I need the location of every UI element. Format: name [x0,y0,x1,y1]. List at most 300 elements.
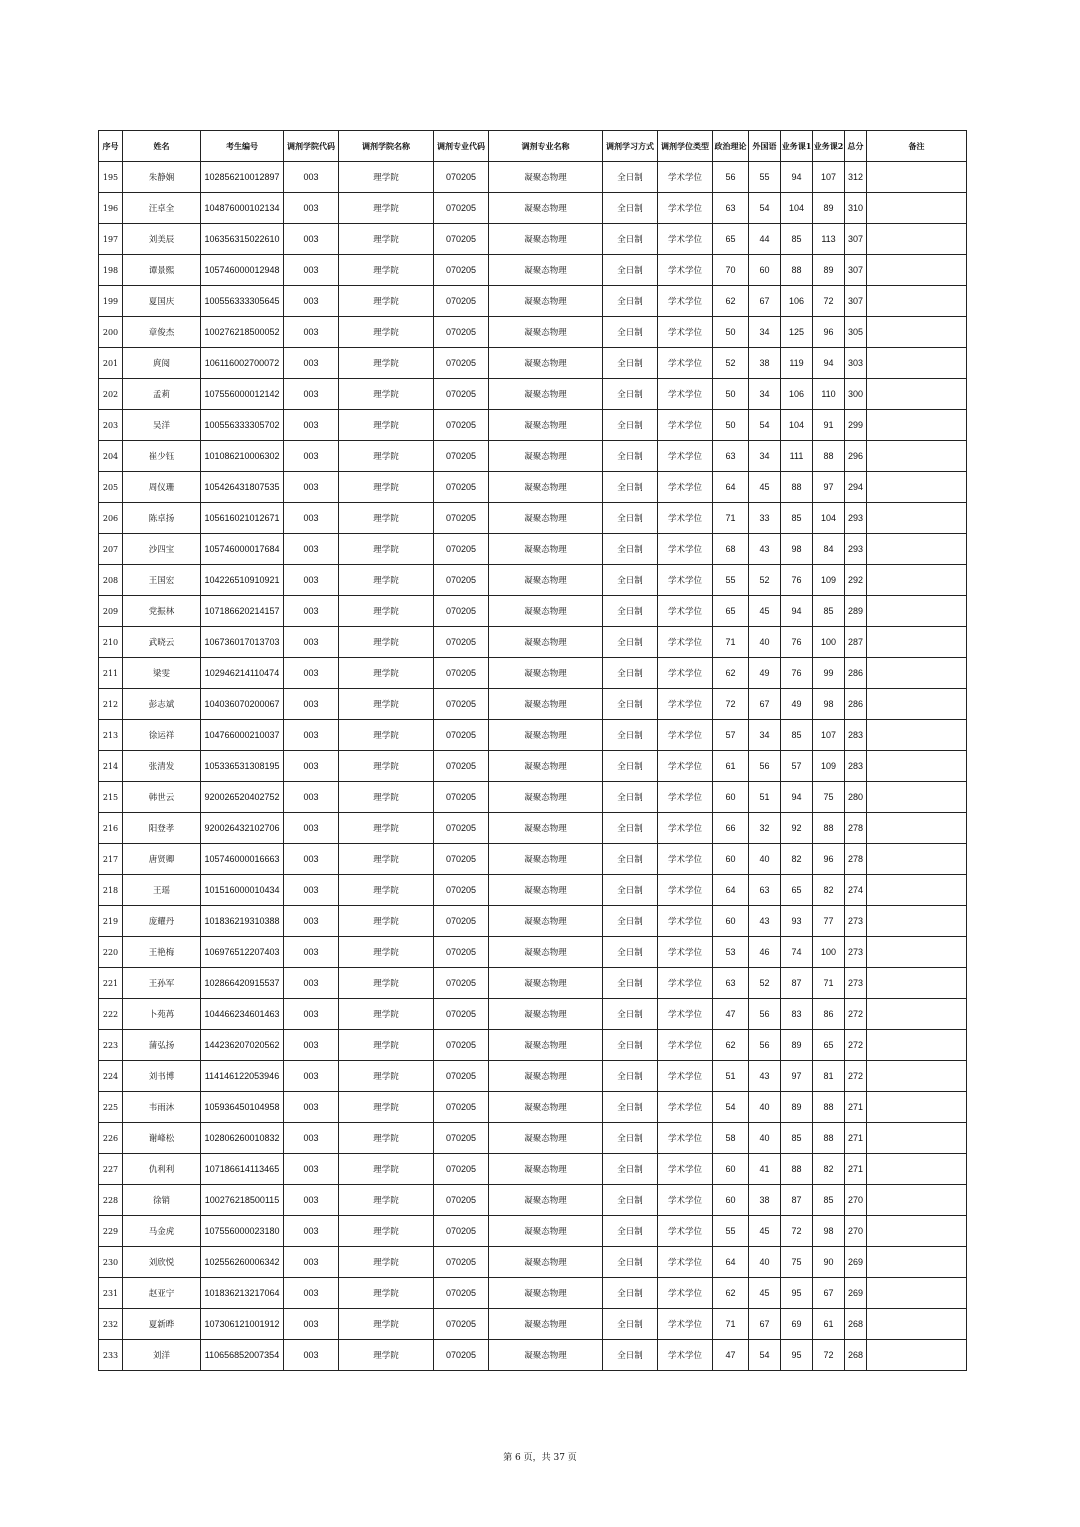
table-cell: 理学院 [339,937,434,968]
table-cell: 070205 [434,1309,489,1340]
table-cell: 294 [845,472,867,503]
table-cell: 56 [749,999,781,1030]
table-cell: 100276218500052 [201,317,284,348]
table-cell: 唐贤卿 [123,844,201,875]
table-cell: 学术学位 [658,689,713,720]
table-cell: 40 [749,1092,781,1123]
table-cell [867,906,967,937]
table-cell: 94 [781,782,813,813]
table-cell [867,1278,967,1309]
table-cell [867,658,967,689]
table-cell: 125 [781,317,813,348]
table-cell: 学术学位 [658,286,713,317]
table-cell: 凝聚态物理 [489,627,603,658]
table-cell: 阳登孝 [123,813,201,844]
table-cell: 102946214110474 [201,658,284,689]
table-cell: 56 [713,162,749,193]
table-cell: 003 [284,1216,339,1247]
table-cell: 66 [713,813,749,844]
table-cell: 110656852007354 [201,1340,284,1371]
table-cell: 理学院 [339,689,434,720]
table-cell: 198 [99,255,123,286]
table-cell: 全日制 [603,1247,658,1278]
table-cell: 理学院 [339,720,434,751]
table-cell [867,193,967,224]
table-cell: 75 [781,1247,813,1278]
table-cell: 101086210006302 [201,441,284,472]
table-cell: 64 [713,1247,749,1278]
table-cell: 72 [813,286,845,317]
table-cell: 195 [99,162,123,193]
table-cell: 学术学位 [658,720,713,751]
table-cell: 003 [284,658,339,689]
table-cell: 107556000012142 [201,379,284,410]
table-cell: 003 [284,1092,339,1123]
table-cell: 003 [284,286,339,317]
table-cell: 61 [813,1309,845,1340]
table-cell: 49 [781,689,813,720]
table-cell: 58 [713,1123,749,1154]
table-cell: 52 [749,565,781,596]
table-cell: 学术学位 [658,937,713,968]
table-cell: 全日制 [603,317,658,348]
table-cell: 学术学位 [658,999,713,1030]
table-cell: 199 [99,286,123,317]
table-cell: 104876000102134 [201,193,284,224]
table-cell: 学术学位 [658,968,713,999]
table-cell: 学术学位 [658,224,713,255]
table-cell: 105746000016663 [201,844,284,875]
table-cell [867,1247,967,1278]
table-cell: 269 [845,1247,867,1278]
table-cell: 张清发 [123,751,201,782]
table-cell: 全日制 [603,565,658,596]
table-cell: 理学院 [339,1247,434,1278]
table-cell: 283 [845,751,867,782]
table-cell: 113 [813,224,845,255]
table-cell: 106736017013703 [201,627,284,658]
table-cell: 凝聚态物理 [489,286,603,317]
column-header: 调剂学位类型 [658,131,713,162]
table-cell: 学术学位 [658,1216,713,1247]
table-cell: 003 [284,782,339,813]
table-cell: 凝聚态物理 [489,503,603,534]
table-cell: 100 [813,937,845,968]
table-cell: 全日制 [603,751,658,782]
table-cell: 64 [713,875,749,906]
column-header: 调剂专业代码 [434,131,489,162]
table-cell [867,844,967,875]
table-cell: 理学院 [339,286,434,317]
table-cell: 全日制 [603,813,658,844]
table-cell: 107186620214157 [201,596,284,627]
table-cell: 105746000012948 [201,255,284,286]
table-cell: 凝聚态物理 [489,162,603,193]
table-cell: 38 [749,1185,781,1216]
table-cell: 003 [284,472,339,503]
table-cell: 凝聚态物理 [489,906,603,937]
table-cell: 102856210012897 [201,162,284,193]
table-cell: 51 [749,782,781,813]
table-body [99,162,967,1371]
table-row [99,1092,967,1123]
table-cell: 学术学位 [658,1278,713,1309]
table-cell: 312 [845,162,867,193]
table-cell: 54 [713,1092,749,1123]
table-cell: 88 [813,813,845,844]
table-cell: 40 [749,1247,781,1278]
table-cell: 全日制 [603,689,658,720]
table-cell: 070205 [434,937,489,968]
table-cell: 106976512207403 [201,937,284,968]
table-cell: 65 [813,1030,845,1061]
table-cell: 全日制 [603,255,658,286]
table-cell: 44 [749,224,781,255]
table-cell: 286 [845,658,867,689]
table-cell: 谭景熙 [123,255,201,286]
table-cell: 71 [713,1309,749,1340]
table-cell: 汪卓全 [123,193,201,224]
admission-table-container [98,130,966,1371]
table-cell: 庞耀丹 [123,906,201,937]
table-cell: 96 [813,317,845,348]
table-cell [867,1061,967,1092]
table-cell: 299 [845,410,867,441]
table-cell: 60 [749,255,781,286]
table-cell: 学术学位 [658,627,713,658]
table-cell: 95 [781,1340,813,1371]
table-cell: 100556333305702 [201,410,284,441]
table-cell: 209 [99,596,123,627]
table-cell [867,1309,967,1340]
page-footer: 第 6 页，共 37 页 [503,1453,577,1463]
table-cell: 凝聚态物理 [489,720,603,751]
table-cell: 凝聚态物理 [489,1154,603,1185]
table-cell: 理学院 [339,255,434,286]
table-cell: 003 [284,844,339,875]
table-cell: 196 [99,193,123,224]
table-cell: 72 [781,1216,813,1247]
table-cell: 85 [781,1123,813,1154]
table-cell: 学术学位 [658,503,713,534]
table-cell: 003 [284,937,339,968]
table-cell: 101836213217064 [201,1278,284,1309]
table-cell: 62 [713,286,749,317]
table-cell: 徐运祥 [123,720,201,751]
table-cell [867,1123,967,1154]
table-cell: 96 [813,844,845,875]
table-cell: 61 [713,751,749,782]
table-cell: 215 [99,782,123,813]
table-cell: 224 [99,1061,123,1092]
table-cell: 理学院 [339,441,434,472]
table-cell: 52 [749,968,781,999]
table-cell: 070205 [434,1340,489,1371]
table-row [99,410,967,441]
table-cell: 003 [284,503,339,534]
table-row [99,1309,967,1340]
table-cell: 92 [781,813,813,844]
table-cell: 003 [284,968,339,999]
table-cell: 271 [845,1123,867,1154]
table-cell: 202 [99,379,123,410]
table-cell: 070205 [434,193,489,224]
table-cell: 全日制 [603,1278,658,1309]
table-row [99,1216,967,1247]
table-cell: 62 [713,1030,749,1061]
table-cell: 100276218500115 [201,1185,284,1216]
table-cell [867,441,967,472]
table-cell: 学术学位 [658,658,713,689]
table-cell: 070205 [434,720,489,751]
table-row [99,1278,967,1309]
table-cell: 凝聚态物理 [489,1278,603,1309]
table-cell: 003 [284,1123,339,1154]
table-cell: 理学院 [339,875,434,906]
table-cell: 理学院 [339,627,434,658]
table-cell: 070205 [434,410,489,441]
table-cell: 彭志斌 [123,689,201,720]
table-row [99,1247,967,1278]
table-cell: 97 [813,472,845,503]
column-header: 政治理论 [713,131,749,162]
table-cell: 003 [284,813,339,844]
table-cell: 208 [99,565,123,596]
table-cell [867,1092,967,1123]
table-cell: 60 [713,844,749,875]
table-cell: 003 [284,1030,339,1061]
column-header: 业务课1 [781,131,813,162]
column-header: 外国语 [749,131,781,162]
table-cell: 67 [749,689,781,720]
table-cell: 95 [781,1278,813,1309]
table-cell: 105616021012671 [201,503,284,534]
table-row [99,317,967,348]
header-row [99,131,967,162]
table-cell: 40 [749,1123,781,1154]
table-cell: 理学院 [339,1154,434,1185]
table-cell: 101836219310388 [201,906,284,937]
table-row [99,875,967,906]
table-cell: 070205 [434,379,489,410]
table-cell: 理学院 [339,658,434,689]
table-cell: 307 [845,286,867,317]
table-cell: 韦雨沐 [123,1092,201,1123]
table-cell: 273 [845,906,867,937]
table-cell: 凝聚态物理 [489,1092,603,1123]
table-cell: 271 [845,1154,867,1185]
table-cell: 50 [713,410,749,441]
table-cell: 310 [845,193,867,224]
table-cell: 63 [713,441,749,472]
table-row [99,224,967,255]
table-cell: 003 [284,1309,339,1340]
table-cell: 119 [781,348,813,379]
table-cell: 272 [845,999,867,1030]
table-cell: 55 [749,162,781,193]
table-cell: 55 [713,1216,749,1247]
table-cell: 全日制 [603,1309,658,1340]
table-cell: 理学院 [339,534,434,565]
table-cell: 党振林 [123,596,201,627]
table-cell: 100 [813,627,845,658]
table-cell: 74 [781,937,813,968]
table-cell: 理学院 [339,1030,434,1061]
table-cell: 学术学位 [658,1247,713,1278]
table-cell: 106 [781,379,813,410]
table-row [99,565,967,596]
table-cell: 070205 [434,751,489,782]
table-cell: 003 [284,441,339,472]
table-cell: 070205 [434,1216,489,1247]
table-cell: 88 [813,1123,845,1154]
column-header: 调剂学院代码 [284,131,339,162]
table-cell: 289 [845,596,867,627]
table-cell: 凝聚态物理 [489,565,603,596]
table-cell: 003 [284,689,339,720]
table-cell: 219 [99,906,123,937]
table-cell: 45 [749,472,781,503]
table-row [99,1154,967,1185]
table-cell: 凝聚态物理 [489,999,603,1030]
table-cell: 88 [781,1154,813,1185]
table-cell: 凝聚态物理 [489,1309,603,1340]
table-cell: 谢峰松 [123,1123,201,1154]
table-cell: 070205 [434,596,489,627]
table-cell: 凝聚态物理 [489,844,603,875]
table-cell: 100556333305645 [201,286,284,317]
table-cell [867,999,967,1030]
table-cell: 63 [713,193,749,224]
table-cell: 56 [749,1030,781,1061]
table-cell [867,627,967,658]
table-cell: 57 [713,720,749,751]
table-cell: 全日制 [603,348,658,379]
table-cell: 全日制 [603,596,658,627]
table-cell: 理学院 [339,379,434,410]
table-cell: 070205 [434,658,489,689]
table-cell: 理学院 [339,1092,434,1123]
table-cell: 85 [813,1185,845,1216]
table-row [99,255,967,286]
table-cell: 105336531308195 [201,751,284,782]
table-cell: 60 [713,906,749,937]
table-cell: 229 [99,1216,123,1247]
table-cell: 89 [781,1030,813,1061]
table-cell: 蒲弘扬 [123,1030,201,1061]
table-cell: 070205 [434,565,489,596]
table-cell: 070205 [434,503,489,534]
table-cell: 全日制 [603,1185,658,1216]
table-cell: 学术学位 [658,751,713,782]
table-cell: 凝聚态物理 [489,1247,603,1278]
table-cell: 凝聚态物理 [489,1340,603,1371]
table-cell: 070205 [434,1030,489,1061]
table-cell: 学术学位 [658,534,713,565]
table-cell: 003 [284,224,339,255]
table-row [99,627,967,658]
table-cell: 205 [99,472,123,503]
table-cell [867,751,967,782]
table-cell: 全日制 [603,224,658,255]
table-cell: 马金虎 [123,1216,201,1247]
table-cell: 81 [813,1061,845,1092]
table-cell: 107 [813,162,845,193]
table-cell: 230 [99,1247,123,1278]
table-cell: 75 [813,782,845,813]
table-cell: 理学院 [339,503,434,534]
table-cell: 232 [99,1309,123,1340]
table-cell: 268 [845,1340,867,1371]
table-cell: 全日制 [603,906,658,937]
table-cell: 273 [845,937,867,968]
table-cell: 104 [813,503,845,534]
table-cell: 88 [781,255,813,286]
table-cell: 070205 [434,689,489,720]
table-cell: 105426431807535 [201,472,284,503]
table-cell: 070205 [434,627,489,658]
table-cell: 98 [813,689,845,720]
table-cell: 87 [781,1185,813,1216]
table-cell: 227 [99,1154,123,1185]
table-cell: 理学院 [339,317,434,348]
table-cell: 学术学位 [658,1154,713,1185]
table-cell: 003 [284,1061,339,1092]
table-cell: 62 [713,1278,749,1309]
table-cell: 理学院 [339,844,434,875]
table-cell: 87 [781,968,813,999]
table-cell: 200 [99,317,123,348]
table-cell: 34 [749,441,781,472]
table-cell: 理学院 [339,1061,434,1092]
table-cell: 070205 [434,844,489,875]
table-row [99,1340,967,1371]
table-cell: 216 [99,813,123,844]
table-cell: 全日制 [603,1340,658,1371]
table-cell: 300 [845,379,867,410]
table-cell: 278 [845,844,867,875]
table-cell: 303 [845,348,867,379]
table-cell: 070205 [434,1154,489,1185]
table-cell: 理学院 [339,1309,434,1340]
table-cell: 38 [749,348,781,379]
table-cell: 学术学位 [658,1123,713,1154]
table-cell [867,348,967,379]
column-header: 总分 [845,131,867,162]
table-cell: 286 [845,689,867,720]
table-cell: 269 [845,1278,867,1309]
table-cell [867,1340,967,1371]
table-cell: 45 [749,596,781,627]
table-cell: 学术学位 [658,441,713,472]
table-cell: 武晓云 [123,627,201,658]
table-cell: 292 [845,565,867,596]
table-cell: 50 [713,379,749,410]
table-cell: 学术学位 [658,844,713,875]
table-cell: 全日制 [603,875,658,906]
table-cell: 99 [813,658,845,689]
table-cell: 学术学位 [658,379,713,410]
table-cell [867,565,967,596]
table-cell: 理学院 [339,813,434,844]
table-cell: 理学院 [339,565,434,596]
table-cell: 82 [781,844,813,875]
table-cell: 76 [781,565,813,596]
table-cell: 211 [99,658,123,689]
table-cell: 070205 [434,1092,489,1123]
table-cell: 全日制 [603,1030,658,1061]
table-cell: 206 [99,503,123,534]
